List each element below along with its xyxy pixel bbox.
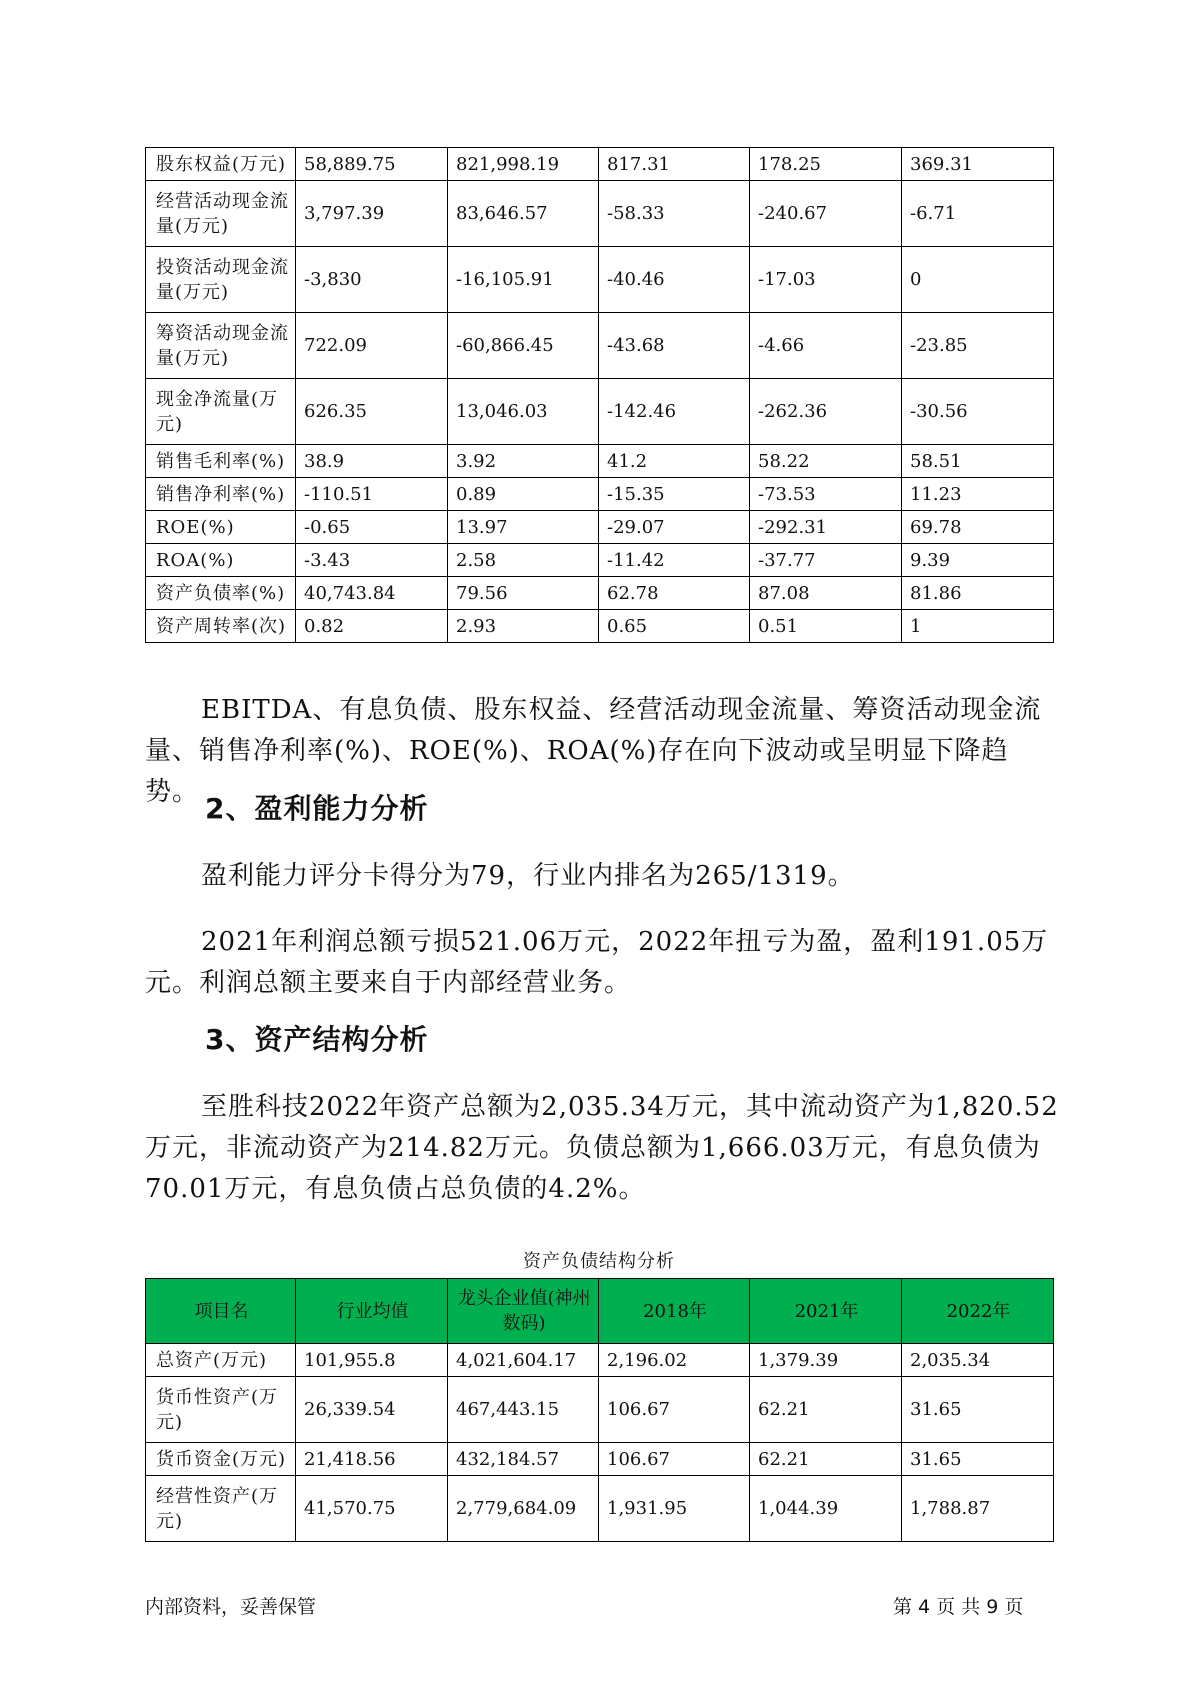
column-header: 2021年 (750, 1279, 902, 1344)
table-cell: 58.51 (902, 445, 1054, 478)
row-label: 现金净流量(万元) (146, 379, 296, 445)
table-cell: 432,184.57 (448, 1443, 599, 1476)
column-header: 2022年 (902, 1279, 1054, 1344)
table-cell: 62.21 (750, 1377, 902, 1443)
table-row (146, 313, 1054, 379)
table-cell: -0.65 (296, 511, 448, 544)
table-cell: -58.33 (599, 181, 750, 247)
table-row (146, 478, 1054, 511)
table-cell: 58.22 (750, 445, 902, 478)
row-label: 投资活动现金流量(万元) (146, 247, 296, 313)
row-label: 筹资活动现金流量(万元) (146, 313, 296, 379)
table-row (146, 181, 1054, 247)
asset-structure-paragraph: 至胜科技2022年资产总额为2,035.34万元，其中流动资产为1,820.52万元，非流动资产为214.82万元。负债总额为1,666.03万元，有息负债为70.01万元，有息负债占总负债的4.2%。 (145, 1092, 1059, 1204)
table-cell: 1,044.39 (750, 1476, 902, 1542)
table-header-row (146, 1279, 1054, 1344)
table-cell: -292.31 (750, 511, 902, 544)
table-cell: 11.23 (902, 478, 1054, 511)
table-cell: -43.68 (599, 313, 750, 379)
table-cell: 58,889.75 (296, 148, 448, 181)
column-header: 项目名 (146, 1279, 296, 1344)
table-cell: -262.36 (750, 379, 902, 445)
table-cell: 178.25 (750, 148, 902, 181)
table-cell: 722.09 (296, 313, 448, 379)
table-cell: -40.46 (599, 247, 750, 313)
table-cell: 1,788.87 (902, 1476, 1054, 1542)
table-row (146, 247, 1054, 313)
table-cell: -73.53 (750, 478, 902, 511)
table-cell: 83,646.57 (448, 181, 599, 247)
row-label: 总资产(万元) (146, 1344, 296, 1377)
table-cell: 69.78 (902, 511, 1054, 544)
footer-page-number: 第 4 页 共 9 页 (893, 1596, 1024, 1618)
table-cell: 0.51 (750, 610, 902, 643)
table-cell: 106.67 (599, 1443, 750, 1476)
table-cell: 31.65 (902, 1377, 1054, 1443)
table-cell: -60,866.45 (448, 313, 599, 379)
row-label: 销售毛利率(%) (146, 445, 296, 478)
table-cell: 41,570.75 (296, 1476, 448, 1542)
row-label: 经营活动现金流量(万元) (146, 181, 296, 247)
table-cell: 40,743.84 (296, 577, 448, 610)
table-row (146, 610, 1054, 643)
table-cell: -4.66 (750, 313, 902, 379)
row-label: 货币性资产(万元) (146, 1377, 296, 1443)
section-heading-profitability: 2、盈利能力分析 (205, 792, 429, 825)
table-cell: -6.71 (902, 181, 1054, 247)
table-row (146, 148, 1054, 181)
table-row (146, 379, 1054, 445)
table-cell: -11.42 (599, 544, 750, 577)
table-cell: 2,196.02 (599, 1344, 750, 1377)
table-row (146, 1443, 1054, 1476)
table-cell: -23.85 (902, 313, 1054, 379)
profitability-score-paragraph: 盈利能力评分卡得分为79，行业内排名为265/1319。 (201, 861, 855, 891)
financial-indicators-table (145, 147, 1054, 643)
row-label: 销售净利率(%) (146, 478, 296, 511)
table-cell: 26,339.54 (296, 1377, 448, 1443)
table-cell: 0.89 (448, 478, 599, 511)
row-label: ROA(%) (146, 544, 296, 577)
table-cell: 0 (902, 247, 1054, 313)
asset-liability-structure-table (145, 1278, 1054, 1542)
table-row (146, 577, 1054, 610)
row-label: 资产周转率(次) (146, 610, 296, 643)
table-cell: 13,046.03 (448, 379, 599, 445)
row-label: 货币资金(万元) (146, 1443, 296, 1476)
table-cell: 106.67 (599, 1377, 750, 1443)
table-cell: 9.39 (902, 544, 1054, 577)
table-cell: 62.78 (599, 577, 750, 610)
table-cell: 2.93 (448, 610, 599, 643)
table-cell: -30.56 (902, 379, 1054, 445)
table-row (146, 1476, 1054, 1542)
table-cell: -110.51 (296, 478, 448, 511)
table-cell: 0.82 (296, 610, 448, 643)
table-row (146, 544, 1054, 577)
table-caption: 资产负债结构分析 (523, 1251, 675, 1272)
table-cell: 4,021,604.17 (448, 1344, 599, 1377)
table-cell: 62.21 (750, 1443, 902, 1476)
table-cell: 38.9 (296, 445, 448, 478)
table-cell: 1 (902, 610, 1054, 643)
table-cell: -3.43 (296, 544, 448, 577)
column-header: 行业均值 (296, 1279, 448, 1344)
footer-confidential-note: 内部资料，妥善保管 (145, 1596, 317, 1618)
table-row (146, 1344, 1054, 1377)
table-cell: 3.92 (448, 445, 599, 478)
row-label: 经营性资产(万元) (146, 1476, 296, 1542)
table-cell: 2,035.34 (902, 1344, 1054, 1377)
section-heading-asset-structure: 3、资产结构分析 (205, 1023, 429, 1056)
table-cell: 1,379.39 (750, 1344, 902, 1377)
table-cell: -29.07 (599, 511, 750, 544)
table-cell: 821,998.19 (448, 148, 599, 181)
row-label: 股东权益(万元) (146, 148, 296, 181)
profit-summary-paragraph: 2021年利润总额亏损521.06万元，2022年扭亏为盈，盈利191.05万元。利润总额主要来自于内部经营业务。 (145, 927, 1049, 998)
row-label: 资产负债率(%) (146, 577, 296, 610)
row-label: ROE(%) (146, 511, 296, 544)
column-header: 2018年 (599, 1279, 750, 1344)
table-cell: -240.67 (750, 181, 902, 247)
table-cell: 79.56 (448, 577, 599, 610)
table-cell: 101,955.8 (296, 1344, 448, 1377)
table-cell: 2,779,684.09 (448, 1476, 599, 1542)
trend-summary-paragraph: EBITDA、有息负债、股东权益、经营活动现金流量、筹资活动现金流量、销售净利率(%)、ROE(%)、ROA(%)存在向下波动或呈明显下降趋势。 (145, 695, 1042, 807)
table-cell: 31.65 (902, 1443, 1054, 1476)
column-header: 龙头企业值(神州数码) (448, 1279, 599, 1344)
table-cell: 3,797.39 (296, 181, 448, 247)
table-cell: 817.31 (599, 148, 750, 181)
table-cell: 2.58 (448, 544, 599, 577)
table-cell: 467,443.15 (448, 1377, 599, 1443)
table-cell: 81.86 (902, 577, 1054, 610)
table-cell: 1,931.95 (599, 1476, 750, 1542)
table-row (146, 511, 1054, 544)
table-cell: -3,830 (296, 247, 448, 313)
table-cell: 369.31 (902, 148, 1054, 181)
table-cell: -15.35 (599, 478, 750, 511)
table-cell: 13.97 (448, 511, 599, 544)
table-cell: 87.08 (750, 577, 902, 610)
table-row (146, 1377, 1054, 1443)
table-row (146, 445, 1054, 478)
table-cell: 626.35 (296, 379, 448, 445)
table-cell: -37.77 (750, 544, 902, 577)
table-cell: -142.46 (599, 379, 750, 445)
table-cell: 41.2 (599, 445, 750, 478)
table-cell: 21,418.56 (296, 1443, 448, 1476)
table-cell: -16,105.91 (448, 247, 599, 313)
table-cell: -17.03 (750, 247, 902, 313)
table-cell: 0.65 (599, 610, 750, 643)
